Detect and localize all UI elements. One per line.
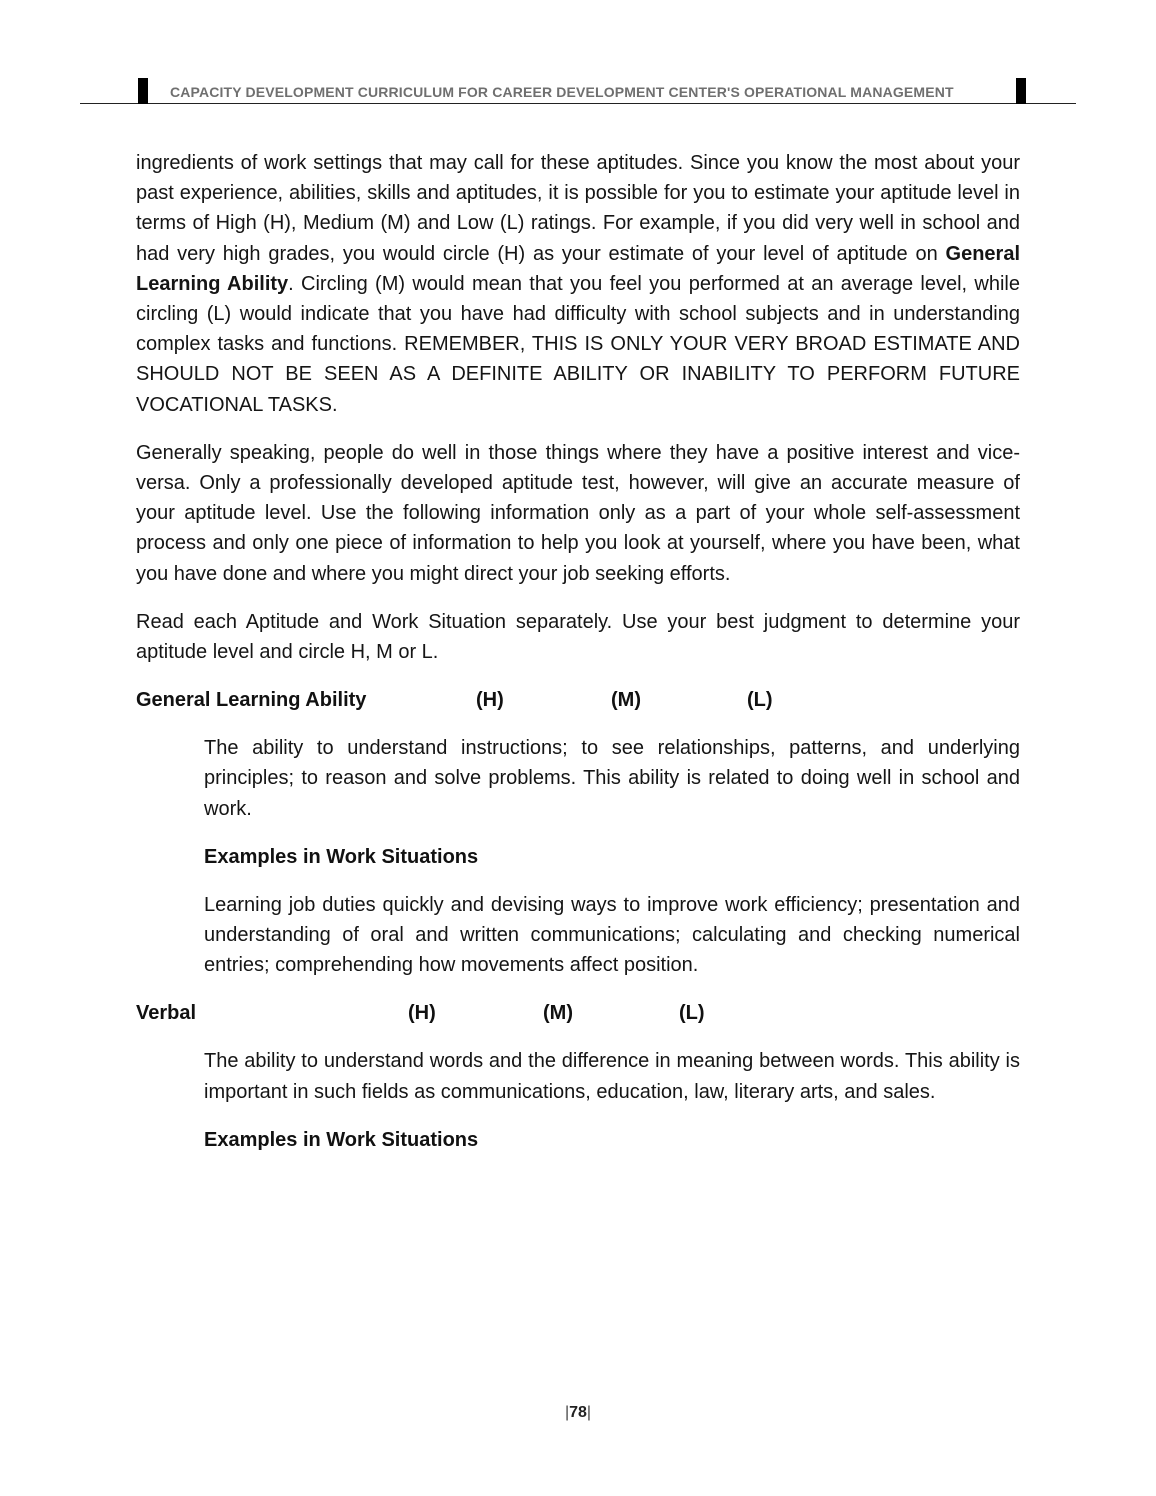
intro-paragraph-1-text-end: . Circling (M) would mean that you feel you performed at an average level, while circling (L) would indicate that you have had difficulty with school subjects and in understanding complex tasks and functions. REMEMBER, THIS IS ONLY YOUR VERY BROAD ESTIMATE AND SHOULD NOT BE SEEN AS A DEFINITE ABILITY OR INABILITY TO PERFORM FUTURE VOCATIONAL TASKS. xyxy=(136,272,1020,416)
aptitude-general-learning xyxy=(136,685,1020,980)
rating-medium: (M) xyxy=(543,1002,573,1025)
rating-medium: (M) xyxy=(611,689,641,712)
examples-text: Learning job duties quickly and devising ways to improve work efficiency; presentation and understanding of oral and written communications; calculating and checking numerical entries; comprehending how movements affect position. xyxy=(204,893,1020,977)
aptitude-details xyxy=(204,733,1020,980)
rating-low: (L) xyxy=(679,1002,705,1025)
aptitude-verbal xyxy=(136,998,1020,1154)
header-bar-left xyxy=(138,78,148,104)
page-header xyxy=(80,78,1076,104)
aptitude-description: The ability to understand words and the difference in meaning between words. This ability is important in such fields as communications, education, law, literary arts, and sales. xyxy=(204,1050,1020,1103)
rating-low: (L) xyxy=(747,689,773,712)
intro-paragraph-1-text-start: ingredients of work settings that may call for these aptitudes. Since you know the most about your past experience, abilities, skills and aptitudes, it is possible for you to estimate your aptitude level in terms of High (H), Medium (M) and Low (L) ratings. For example, if you did very well in school and had very high grades, you would circle (H) as your estimate of your level of aptitude on xyxy=(136,152,1020,265)
intro-paragraph-2: Generally speaking, people do well in those things where they have a positive interest and vice-versa. Only a professionally developed aptitude test, however, will give an accurate measure of your aptitude level. Use the following information only as a part of your whole self-assessment process and only one piece of information to help you look at yourself, where you have been, what you have done and where you might direct your job seeking efforts. xyxy=(136,441,1020,585)
intro-paragraph-3: Read each Aptitude and Work Situation separately. Use your best judgment to determine your aptitude level and circle H, M or L. xyxy=(136,610,1020,664)
page-number-value: 78 xyxy=(569,1404,587,1421)
aptitude-description: The ability to understand instructions; to see relationships, patterns, and underlying principles; to reason and solve problems. This ability is related to doing well in school and work. xyxy=(204,737,1020,820)
header-title: CAPACITY DEVELOPMENT CURRICULUM FOR CAREER DEVELOPMENT CENTER'S OPERATIONAL MANAGEMENT xyxy=(170,84,954,100)
rating-high: (H) xyxy=(408,1002,436,1025)
aptitude-rating-row xyxy=(136,998,1020,1028)
page-number-divider-left: | xyxy=(564,1404,570,1421)
aptitude-name: General Learning Ability xyxy=(136,689,367,712)
examples-heading: Examples in Work Situations xyxy=(204,845,479,868)
intro-paragraph-1-bold-term: General Learning Ability xyxy=(136,242,1020,295)
page-content xyxy=(136,148,1020,1173)
intro-paragraph-1 xyxy=(136,148,1020,420)
aptitude-details xyxy=(204,1046,1020,1154)
page-number-divider-right: | xyxy=(586,1404,592,1421)
aptitude-rating-row xyxy=(136,685,1020,715)
rating-high: (H) xyxy=(476,689,504,712)
header-bar-right xyxy=(1016,78,1026,104)
page-number xyxy=(0,1404,1156,1422)
aptitude-name: Verbal xyxy=(136,1002,197,1025)
examples-heading: Examples in Work Situations xyxy=(204,1128,479,1151)
